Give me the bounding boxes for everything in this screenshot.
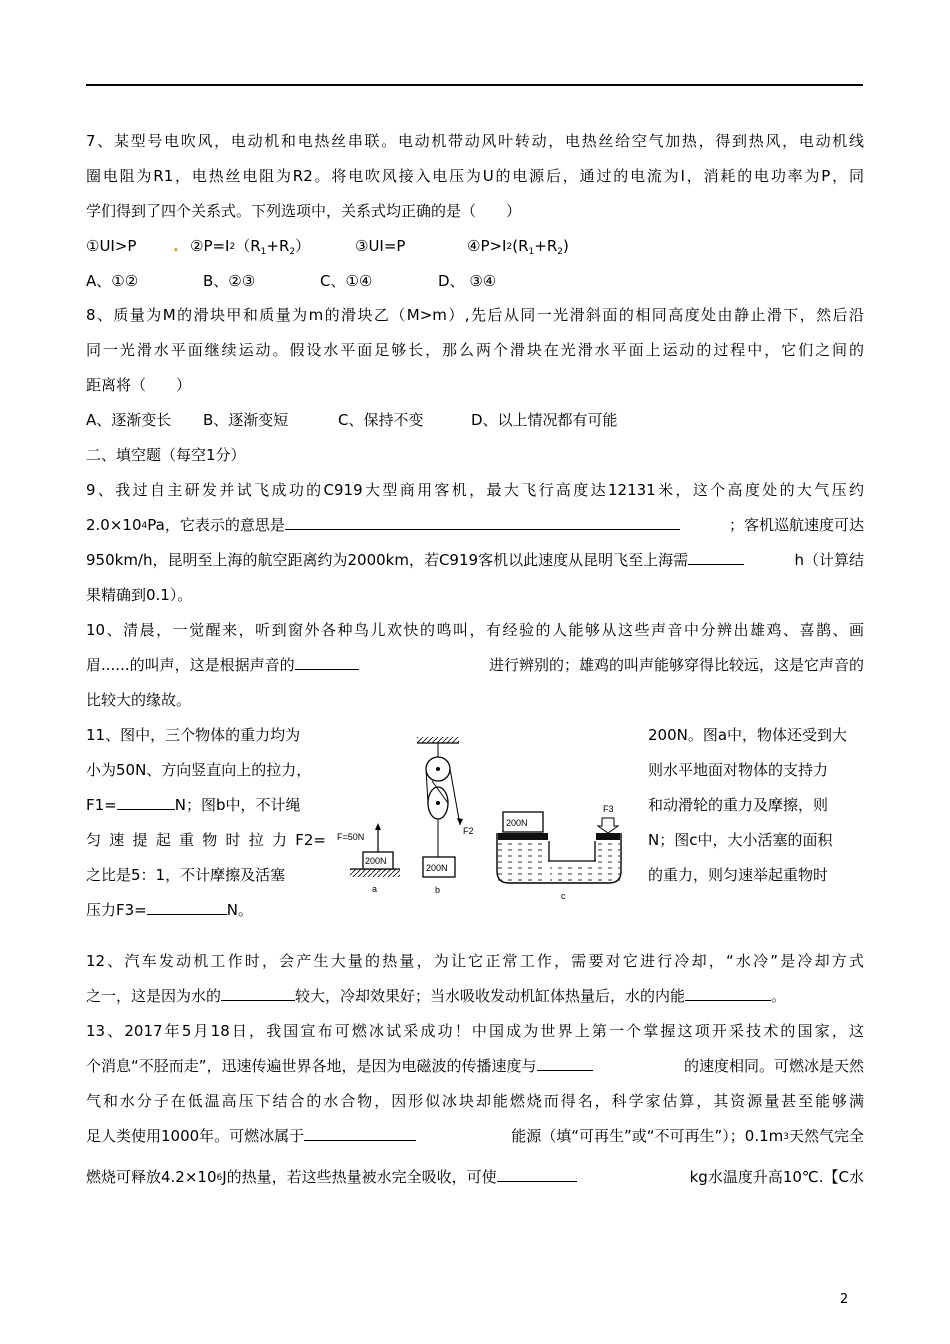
q7-line-1: 7、某型号电吹风，电动机和电热丝串联。电动机带动风叶转动，电热丝给空气加热，得到热风，电动机线 bbox=[86, 132, 864, 150]
q8-line-2: 同一光滑水平面继续运动。假设水平面足够长，那么两个滑块在光滑水平面上运动的过程中，它们之间的 bbox=[86, 341, 864, 359]
blank-13-3[interactable] bbox=[497, 1167, 577, 1182]
fig-label-b: b bbox=[435, 885, 441, 895]
formula-3: ③UI=P bbox=[355, 237, 406, 255]
q11-right-3: 和动滑轮的重力及摩擦，则 bbox=[648, 796, 829, 814]
blank-9-2[interactable] bbox=[688, 550, 744, 565]
fig-label-c: c bbox=[561, 891, 566, 901]
blank-11-1[interactable] bbox=[117, 795, 175, 810]
q9-line-3: 950km/h，昆明至上海的航空距离约为2000km，若C919客机以此速度从昆明飞至上海需 h（计算结 bbox=[86, 551, 864, 569]
q10-line-1: 10、清晨，一觉醒来，听到窗外各种鸟儿欢快的鸣叫，有经验的人能够从这些声音中分辨出雄鸡、喜鹊、画 bbox=[86, 621, 864, 639]
q7-option-c: C、①④ bbox=[320, 272, 373, 290]
q9-line-4: 果精确到0.1）。 bbox=[86, 586, 193, 604]
q7-option-b: B、②③ bbox=[203, 272, 256, 290]
q13-line-2: 个消息“不胫而走”，迅速传遍世界各地，是因为电磁波的传播速度与 的速度相同。可燃冰是天然 bbox=[86, 1057, 864, 1075]
q11-left-4: 匀速提起重物时拉力F2= bbox=[86, 831, 326, 849]
formula-4: $④P>I^2(R_1+R_2)$ bbox=[467, 237, 569, 257]
q7-line-2: 圈电阻为R1，电热丝电阻为R2。将电吹风接入电压为U的电源后，通过的电流为I，消耗的电功率为P，同 bbox=[86, 167, 864, 185]
pulley-hydraulic-figure bbox=[337, 733, 629, 908]
q8-line-1: 8、质量为M的滑块甲和质量为m的滑块乙（M>m）,先后从同一光滑斜面的相同高度处由静止滑下，然后沿 bbox=[86, 306, 864, 324]
q11-right-2: 则水平地面对物体的支持力 bbox=[648, 761, 829, 779]
q11-left-1: 11、图中，三个物体的重力均为 bbox=[86, 726, 301, 744]
figure-a bbox=[337, 823, 400, 894]
blank-11-3[interactable] bbox=[147, 900, 227, 915]
q10-line-3: 比较大的缘故。 bbox=[86, 691, 192, 709]
q12-line-2: 之一，这是因为水的 较大，冷却效果好；当水吸收发动机缸体热量后，水的内能 。 bbox=[86, 987, 787, 1005]
q11-right-4: N；图c中，大小活塞的面积 bbox=[648, 831, 833, 849]
q8-option-b: B、逐渐变短 bbox=[203, 411, 289, 429]
q13-line-5: 燃烧可释放$4.2\times 10^6J$的热量，若这些热量被水完全吸收，可使 kg水温度升高10℃.【C水 bbox=[86, 1168, 864, 1186]
fig-label-a: a bbox=[372, 884, 378, 894]
q10-line-2: 眉......的叫声，这是根据声音的 进行辨别的；雄鸡的叫声能够穿得比较远，这是它声音的 bbox=[86, 656, 864, 674]
q9-line-1: 9、我过自主研发并试飞成功的C919大型商用客机，最大飞行高度达12131米，这个高度处的大气压约 bbox=[86, 481, 864, 499]
q8-option-a: A、逐渐变长 bbox=[86, 411, 172, 429]
q8-option-c: C、保持不变 bbox=[338, 411, 424, 429]
q13-line-1: 13、2017年5月18日，我国宣布可燃冰试采成功！中国成为世界上第一个掌握这项开采技术的国家，这 bbox=[86, 1022, 864, 1040]
force-label-b: F2 bbox=[463, 826, 474, 836]
q7-line-3: 学们得到了四个关系式。下列选项中，关系式均正确的是（ ） bbox=[86, 202, 522, 220]
weight-label-b: 200N bbox=[426, 863, 448, 873]
q7-option-d: D、 ③④ bbox=[438, 272, 497, 290]
q13-line-4: 足人类使用1000年。可燃冰属于 能源（填“可再生”或“不可再生”）；$0.1m^3$天然气完全 bbox=[86, 1127, 864, 1145]
q7-option-a: A、①② bbox=[86, 272, 139, 290]
q8-line-3: 距离将（ ） bbox=[86, 376, 192, 394]
weight-label-c: 200N bbox=[506, 818, 528, 828]
figure-b bbox=[417, 737, 474, 895]
blank-13-1[interactable] bbox=[537, 1056, 593, 1071]
q11-left-6: 压力F3= N。 bbox=[86, 901, 253, 919]
blank-12-1[interactable] bbox=[221, 986, 295, 1001]
stray-dot: . bbox=[173, 237, 179, 255]
force-label-c: F3 bbox=[603, 804, 614, 814]
blank-13-2[interactable] bbox=[304, 1126, 416, 1141]
q11-right-5: 的重力，则匀速举起重物时 bbox=[648, 866, 829, 884]
blank-12-2[interactable] bbox=[685, 986, 771, 1001]
formula-1: ①UI>P bbox=[86, 237, 137, 255]
section-heading: 二、填空题（每空1分） bbox=[86, 446, 246, 464]
q13-line-3: 气和水分子在低温高压下结合的水合物，因形似冰块却能燃烧而得名，科学家估算，其资源量甚至能够满 bbox=[86, 1092, 864, 1110]
blank-9-1[interactable] bbox=[285, 515, 680, 530]
q11-left-3: F1= N；图b中，不计绳 bbox=[86, 796, 301, 814]
force-label-a: F=50N bbox=[337, 832, 365, 842]
formula-2: $②P=I^2(R_1+R_2)$ bbox=[190, 237, 311, 257]
page-number: 2 bbox=[840, 1292, 849, 1307]
weight-label-a: 200N bbox=[365, 856, 387, 866]
q8-option-d: D、以上情况都有可能 bbox=[471, 411, 618, 429]
q11-left-5: 之比是5：1，不计摩擦及活塞 bbox=[86, 866, 286, 884]
q11-left-2: 小为50N、方向竖直向上的拉力， bbox=[86, 761, 312, 779]
q12-line-1: 12、汽车发动机工作时，会产生大量的热量，为让它正常工作，需要对它进行冷却，“水冷”是冷却方式 bbox=[86, 952, 864, 970]
figure-c bbox=[497, 804, 621, 901]
q9-line-2: $2.0\times 10^4Pa$，它表示的意思是 ；客机巡航速度可达 bbox=[86, 516, 864, 534]
header-rule bbox=[86, 84, 863, 86]
blank-10-1[interactable] bbox=[295, 655, 359, 670]
q11-right-1: 200N。图a中，物体还受到大 bbox=[648, 726, 848, 744]
